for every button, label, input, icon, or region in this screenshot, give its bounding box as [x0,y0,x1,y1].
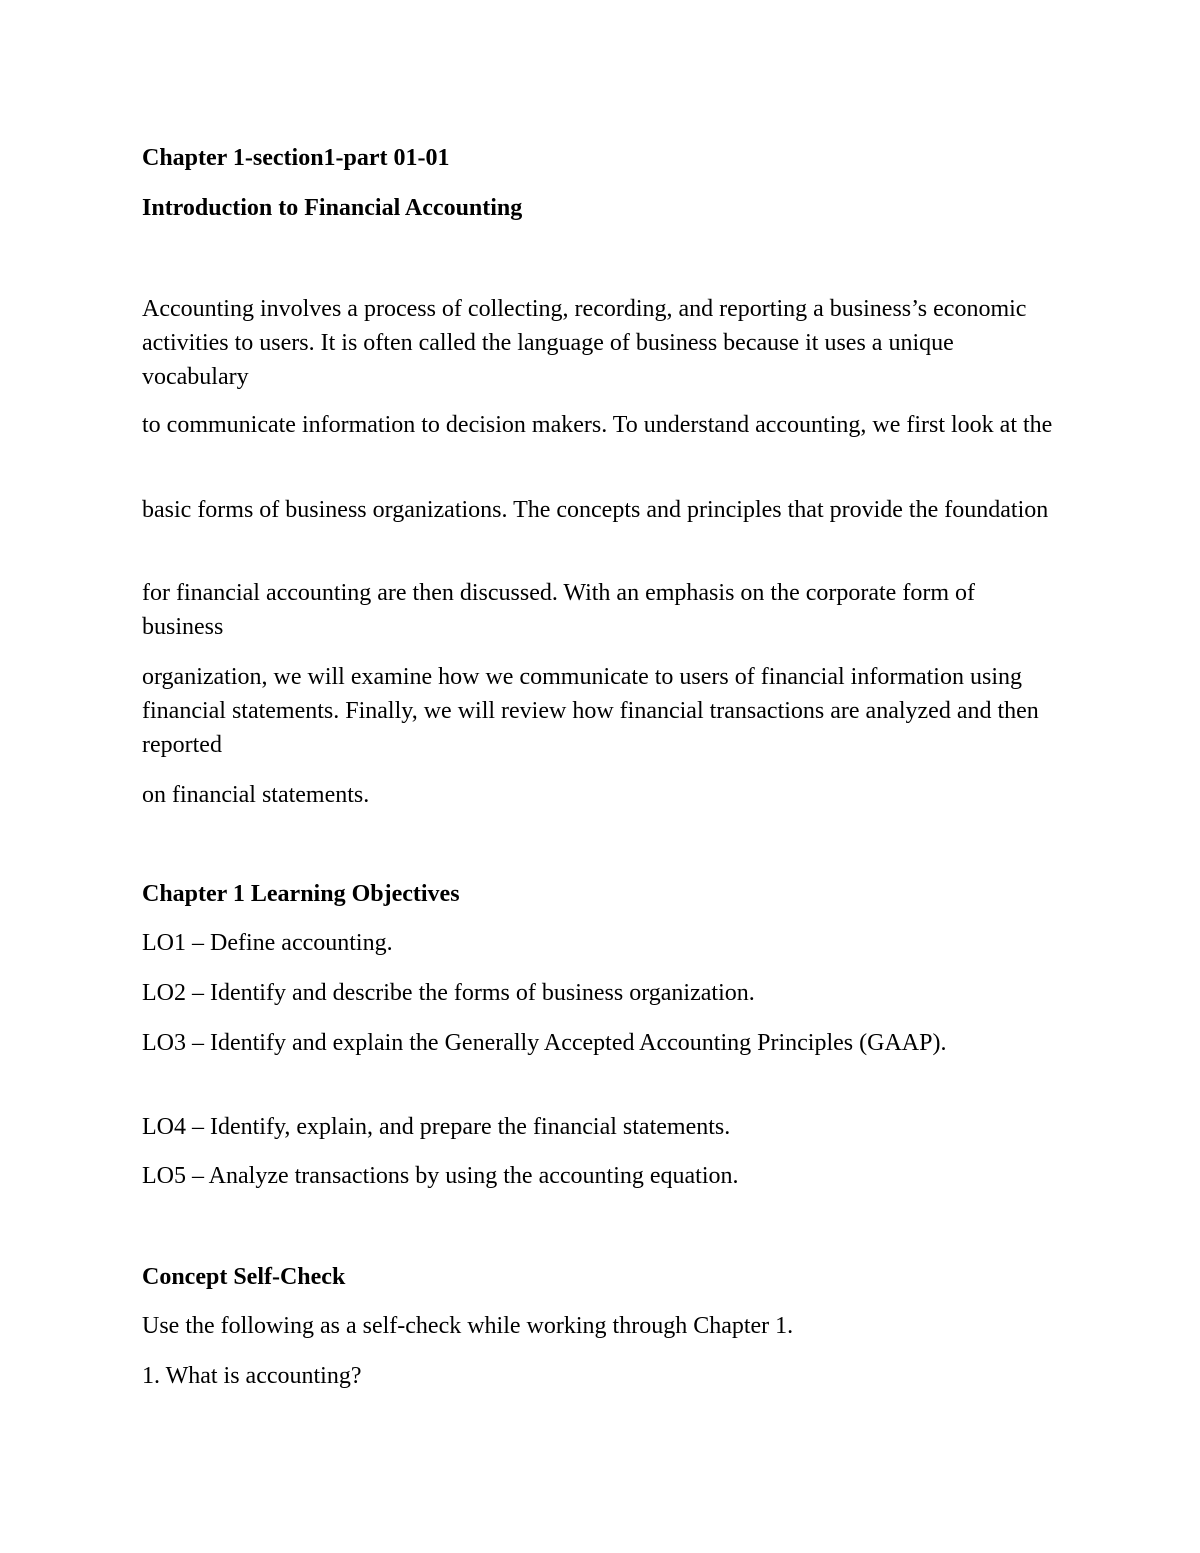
objective-item: LO1 – Define accounting. [142,930,393,956]
intro-paragraph: organization, we will examine how we communicate to users of financial information using financial statements. Finally, we will review how financial transactions are analyzed and then reported [142,664,1039,758]
intro-paragraph: for financial accounting are then discussed. With an emphasis on the corporate form of business [142,580,975,640]
objective-item: LO3 – Identify and explain the Generally Accepted Accounting Principles (GAAP). [142,1030,947,1056]
objectives-heading: Chapter 1 Learning Objectives [142,881,460,907]
selfcheck-heading: Concept Self-Check [142,1264,346,1290]
objective-item: LO5 – Analyze transactions by using the accounting equation. [142,1163,739,1189]
objective-item: LO2 – Identify and describe the forms of business organization. [142,980,755,1006]
selfcheck-intro: Use the following as a self-check while working through Chapter 1. [142,1313,794,1339]
intro-paragraph: Accounting involves a process of collecting, recording, and reporting a business’s economic activities to users. It is often called the language of business because it uses a unique vocabulary [142,296,1027,390]
intro-paragraph: basic forms of business organizations. The concepts and principles that provide the foundation [142,497,1049,523]
intro-paragraph: on financial statements. [142,782,370,808]
intro-paragraph: to communicate information to decision makers. To understand accounting, we first look at the [142,412,1053,438]
section-title: Introduction to Financial Accounting [142,195,523,221]
selfcheck-question: 1. What is accounting? [142,1363,362,1389]
chapter-heading: Chapter 1-section1-part 01-01 [142,145,450,171]
objective-item: LO4 – Identify, explain, and prepare the financial statements. [142,1114,731,1140]
